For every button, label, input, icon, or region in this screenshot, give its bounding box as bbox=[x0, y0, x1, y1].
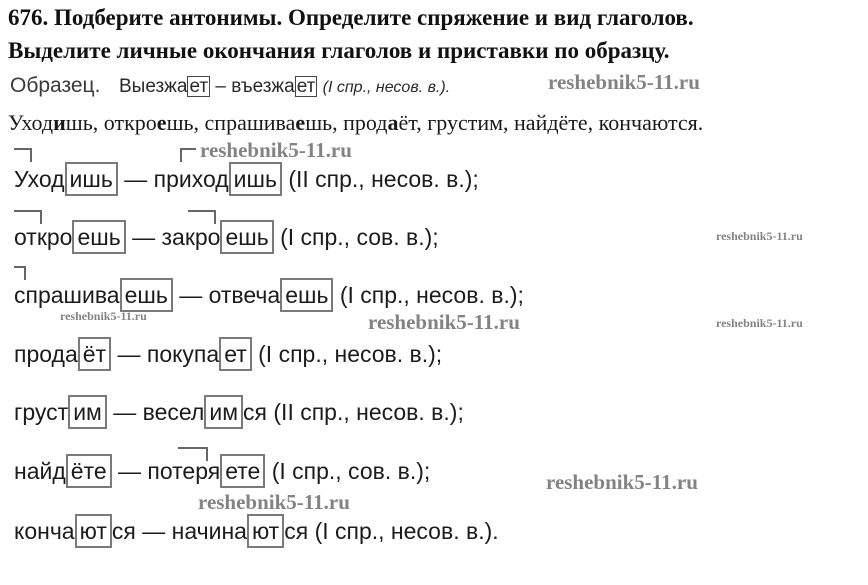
word-stem: начина bbox=[171, 518, 247, 544]
word-postfix: ся bbox=[111, 518, 136, 544]
word-ending: ет bbox=[219, 337, 252, 371]
answer-row bbox=[14, 514, 499, 548]
word-stem: весел bbox=[142, 399, 205, 425]
word-ending: ешь bbox=[72, 220, 125, 254]
answer-row bbox=[14, 454, 430, 488]
row-note: (I спр., несов. в.). bbox=[314, 518, 499, 544]
exercise-title-line-1: 676. Подберите антонимы. Определите спряжение и вид глаголов. bbox=[8, 5, 694, 30]
word-ending: ёт bbox=[78, 337, 111, 371]
sample-note: (I спр., несов. в.). bbox=[322, 79, 451, 96]
task-part: Уход bbox=[8, 110, 54, 135]
row-dash: — bbox=[117, 341, 141, 367]
row-dash: — bbox=[113, 399, 137, 425]
answer-row bbox=[14, 337, 442, 371]
word-ending: ешь bbox=[120, 278, 173, 312]
watermark: reshebnik5-11.ru bbox=[548, 70, 700, 94]
word-stem: закро bbox=[161, 224, 221, 250]
word-stem: найд bbox=[14, 458, 66, 484]
answer-row bbox=[14, 395, 464, 429]
row-dash: — bbox=[142, 518, 166, 544]
sample-word1-stem: Выезжа bbox=[118, 76, 188, 97]
word-stem: конча bbox=[14, 518, 75, 544]
answer-row bbox=[14, 278, 524, 312]
prefix-marker bbox=[180, 148, 196, 162]
answer-row bbox=[14, 220, 439, 254]
word-ending: ишь bbox=[229, 162, 282, 196]
sample-word1-ending: ет bbox=[189, 76, 209, 97]
prefix-marker bbox=[14, 148, 32, 162]
word-stem: приход bbox=[153, 166, 229, 192]
sample-word2-ending: ет bbox=[296, 76, 316, 97]
row-note: (I спр., несов. в.); bbox=[258, 341, 443, 367]
task-bold-letter: е bbox=[156, 110, 167, 135]
row-dash: — bbox=[118, 458, 142, 484]
sample-word2-stem: въезжа bbox=[231, 76, 295, 97]
task-part: шь, спрашива bbox=[166, 110, 296, 135]
word-ending: ёте bbox=[66, 454, 112, 488]
task-part: шь, прод bbox=[305, 110, 388, 135]
word-postfix: ся bbox=[284, 518, 309, 544]
row-note: (I спр., сов. в.); bbox=[271, 458, 431, 484]
row-dash: — bbox=[124, 166, 148, 192]
word-stem: отвеча bbox=[208, 282, 281, 308]
watermark: reshebnik5-11.ru bbox=[546, 470, 698, 494]
task-bold-letter: а bbox=[387, 110, 399, 135]
task-bold-letter: и bbox=[53, 110, 66, 135]
watermark: reshebnik5-11.ru bbox=[200, 138, 352, 162]
word-stem: потеря bbox=[147, 458, 221, 484]
word-ending: ют bbox=[247, 514, 284, 548]
word-ending: им bbox=[68, 395, 107, 429]
sample-dash: – bbox=[215, 76, 226, 97]
exercise-title-line-2: Выделите личные окончания глаголов и приставки по образцу. bbox=[8, 38, 670, 63]
word-stem: откро bbox=[14, 224, 73, 250]
word-ending: им bbox=[204, 395, 243, 429]
watermark: reshebnik5-11.ru bbox=[716, 229, 803, 243]
row-dash: — bbox=[179, 282, 203, 308]
row-dash: — bbox=[132, 224, 156, 250]
word-postfix: ся bbox=[243, 399, 267, 425]
word-ending: ешь bbox=[220, 220, 273, 254]
word-ending: ют bbox=[75, 514, 112, 548]
row-note: (II спр., несов. в.); bbox=[273, 399, 464, 425]
word-ending: ешь bbox=[280, 278, 333, 312]
task-part: ёт, грустим, найдёте, кончаются. bbox=[398, 110, 704, 135]
word-stem: покупа bbox=[146, 341, 220, 367]
task-sentence bbox=[8, 110, 703, 136]
watermark: reshebnik5-11.ru bbox=[198, 490, 350, 514]
row-note: (I спр., несов. в.); bbox=[339, 282, 524, 308]
task-bold-letter: е bbox=[295, 110, 306, 135]
watermark: reshebnik5-11.ru bbox=[368, 310, 520, 334]
row-note: (II спр., несов. в.); bbox=[288, 166, 479, 192]
word-stem: спрашива bbox=[14, 282, 120, 308]
sample-line bbox=[10, 74, 450, 98]
word-stem: прода bbox=[14, 341, 78, 367]
task-part: шь, откро bbox=[65, 110, 157, 135]
word-ending: ете bbox=[220, 454, 265, 488]
watermark: reshebnik5-11.ru bbox=[60, 309, 147, 323]
word-stem: Уход bbox=[14, 166, 65, 192]
row-note: (I спр., сов. в.); bbox=[280, 224, 439, 250]
watermark: reshebnik5-11.ru bbox=[716, 316, 803, 330]
answer-row bbox=[14, 162, 479, 196]
word-stem: груст bbox=[14, 399, 69, 425]
sample-label: Образец. bbox=[10, 74, 101, 97]
word-ending: ишь bbox=[65, 162, 118, 196]
